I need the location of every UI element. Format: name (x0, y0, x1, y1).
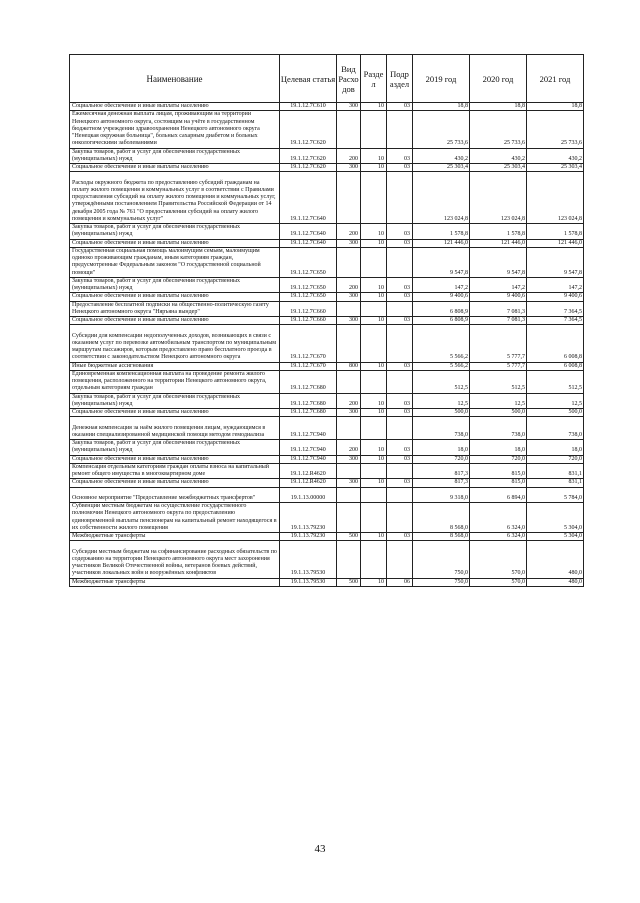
row-value-2020: 25 303,4 (470, 164, 527, 172)
row-value-2021: 25 303,4 (527, 164, 584, 172)
row-target: 19.1.12.R4620 (280, 479, 337, 487)
row-value-2019: 5 566,2 (413, 325, 470, 362)
row-target: 19.1.12.7С620 (280, 111, 337, 148)
row-value-2021: 12,5 (527, 393, 584, 409)
row-value-2020: 430,2 (470, 148, 527, 164)
table-row (70, 393, 584, 409)
table-row (70, 487, 584, 503)
row-name: Расходы окружного бюджета по предоставлению субсидий гражданам на оплату жилого помещения и коммунальных услуг в соответствии с Правилами предоставления субсидий на оплату жилого помещения и коммунальных услуг, утверждёнными постановлением Правительства Российской Федерации от 14 декабря 2005 года № 761 "О предоставлении субсидий на оплату жилого помещения и коммунальных услуг" (70, 172, 280, 224)
row-value-2020: 5 777,7 (470, 325, 527, 362)
row-kind: 200 (337, 224, 361, 240)
row-subsection: 03 (387, 277, 413, 293)
row-name: Социальное обеспечение и иные выплаты населению (70, 479, 280, 487)
row-value-2019: 750,0 (413, 578, 470, 586)
row-value-2021: 18,8 (527, 103, 584, 111)
header-2020: 2020 год (470, 55, 527, 103)
row-value-2020: 815,0 (470, 463, 527, 479)
row-value-2021: 7 364,5 (527, 317, 584, 325)
table-row (70, 301, 584, 317)
table-row (70, 325, 584, 362)
row-subsection: 03 (387, 164, 413, 172)
row-kind (337, 247, 361, 277)
table-row (70, 578, 584, 586)
page-number: 43 (314, 843, 326, 855)
row-section: 10 (361, 293, 387, 301)
row-value-2021: 9 400,6 (527, 293, 584, 301)
row-value-2019: 8 568,0 (413, 503, 470, 533)
row-kind: 200 (337, 393, 361, 409)
row-section (361, 503, 387, 533)
row-subsection: 03 (387, 293, 413, 301)
row-value-2020: 500,0 (470, 409, 527, 417)
row-value-2019: 18,8 (413, 103, 470, 111)
row-target: 19.1.12.7С940 (280, 455, 337, 463)
row-value-2019: 738,0 (413, 417, 470, 440)
row-kind (337, 370, 361, 393)
row-value-2019: 9 547,8 (413, 247, 470, 277)
row-section: 10 (361, 393, 387, 409)
row-kind (337, 325, 361, 362)
row-name: Социальное обеспечение и иные выплаты населению (70, 455, 280, 463)
row-value-2020: 6 324,0 (470, 533, 527, 541)
row-section: 10 (361, 409, 387, 417)
row-section (361, 370, 387, 393)
row-value-2021: 738,0 (527, 417, 584, 440)
row-subsection: 03 (387, 479, 413, 487)
row-kind (337, 172, 361, 224)
table-row (70, 533, 584, 541)
row-section (361, 247, 387, 277)
row-target: 19.1.12.7С650 (280, 247, 337, 277)
table-row (70, 362, 584, 370)
row-value-2021: 5 784,0 (527, 487, 584, 503)
row-kind: 800 (337, 362, 361, 370)
row-target: 19.1.12.7С610 (280, 103, 337, 111)
row-name: Межбюджетные трансферты (70, 533, 280, 541)
row-value-2020: 18,0 (470, 440, 527, 456)
table-row (70, 455, 584, 463)
table-row (70, 103, 584, 111)
table-row (70, 277, 584, 293)
table-row (70, 417, 584, 440)
row-subsection: 03 (387, 455, 413, 463)
row-section: 10 (361, 277, 387, 293)
row-subsection (387, 111, 413, 148)
row-kind (337, 301, 361, 317)
row-value-2019: 430,2 (413, 148, 470, 164)
row-subsection (387, 247, 413, 277)
row-name: Субсидии для компенсации недополученных доходов, возникающих в связи с оказанием услуг по перевозке автомобильным транспортом по муниципальным маршрутам пассажиров, которым предоставлено право бесплатного проезда в соответствии с законодательством Ненецкого автономного округа (70, 325, 280, 362)
row-value-2021: 5 304,0 (527, 503, 584, 533)
table-row (70, 440, 584, 456)
row-subsection (387, 541, 413, 578)
row-kind: 500 (337, 578, 361, 586)
row-value-2021: 1 578,8 (527, 224, 584, 240)
row-value-2021: 831,1 (527, 463, 584, 479)
row-name: Закупка товаров, работ и услуг для обеспечения государственных (муниципальных) нужд (70, 277, 280, 293)
row-value-2020: 9 400,6 (470, 293, 527, 301)
row-value-2019: 12,5 (413, 393, 470, 409)
row-target: 19.1.13.00000 (280, 487, 337, 503)
row-section: 10 (361, 317, 387, 325)
header-subsection: Подр аздел (387, 55, 413, 103)
row-value-2019: 121 446,0 (413, 239, 470, 247)
row-value-2020: 147,2 (470, 277, 527, 293)
row-value-2019: 817,3 (413, 479, 470, 487)
row-kind: 200 (337, 148, 361, 164)
row-value-2019: 18,0 (413, 440, 470, 456)
row-value-2020: 815,0 (470, 479, 527, 487)
header-2019: 2019 год (413, 55, 470, 103)
row-name: Закупка товаров, работ и услуг для обеспечения государственных (муниципальных) нужд (70, 148, 280, 164)
row-value-2020: 6 324,0 (470, 503, 527, 533)
row-target: 19.1.12.7С620 (280, 164, 337, 172)
table-row (70, 148, 584, 164)
row-name: Иные бюджетные ассигнования (70, 362, 280, 370)
row-name: Предоставление бесплатной подписки на общественно-политическую газету Ненецкого автономного округа "Няръяна вындер" (70, 301, 280, 317)
row-subsection: 03 (387, 440, 413, 456)
row-value-2021: 430,2 (527, 148, 584, 164)
row-kind: 200 (337, 440, 361, 456)
row-value-2021: 7 364,5 (527, 301, 584, 317)
row-subsection: 03 (387, 103, 413, 111)
row-kind (337, 503, 361, 533)
row-subsection (387, 172, 413, 224)
row-target: 19.1.12.R4620 (280, 463, 337, 479)
table-row (70, 164, 584, 172)
header-name: Наименование (70, 55, 280, 103)
row-target: 19.1.12.7С680 (280, 393, 337, 409)
row-section (361, 541, 387, 578)
row-target: 19.1.12.7С650 (280, 277, 337, 293)
row-subsection (387, 503, 413, 533)
row-kind (337, 463, 361, 479)
row-value-2020: 7 081,3 (470, 301, 527, 317)
row-target: 19.1.12.7С640 (280, 239, 337, 247)
row-target: 19.1.13.79530 (280, 541, 337, 578)
row-name: Социальное обеспечение и иные выплаты населению (70, 293, 280, 301)
row-value-2019: 750,0 (413, 541, 470, 578)
row-value-2021: 5 304,0 (527, 533, 584, 541)
row-subsection (387, 370, 413, 393)
table-row (70, 111, 584, 148)
row-section: 10 (361, 148, 387, 164)
row-name: Денежная компенсация за наём жилого помещения лицам, нуждающимся в оказании специализированной медицинской помощи методом гемодиализа (70, 417, 280, 440)
row-value-2020: 570,0 (470, 541, 527, 578)
row-target: 19.1.12.7С640 (280, 172, 337, 224)
row-target: 19.1.12.7С620 (280, 148, 337, 164)
row-kind: 300 (337, 164, 361, 172)
row-value-2019: 147,2 (413, 277, 470, 293)
row-name: Основное мероприятие "Предоставление межбюджетных трансфертов" (70, 487, 280, 503)
row-section: 10 (361, 479, 387, 487)
row-kind: 300 (337, 317, 361, 325)
table-row (70, 541, 584, 578)
table-row (70, 239, 584, 247)
row-subsection: 03 (387, 239, 413, 247)
row-value-2020: 121 446,0 (470, 239, 527, 247)
table-row (70, 224, 584, 240)
row-target: 19.1.12.7С680 (280, 409, 337, 417)
row-target: 19.1.12.7С650 (280, 293, 337, 301)
row-subsection: 03 (387, 224, 413, 240)
table-row (70, 479, 584, 487)
row-value-2019: 9 400,6 (413, 293, 470, 301)
row-value-2021: 480,0 (527, 578, 584, 586)
row-section (361, 487, 387, 503)
row-value-2019: 6 808,9 (413, 317, 470, 325)
row-value-2021: 25 733,6 (527, 111, 584, 148)
table-body (70, 103, 584, 587)
row-value-2019: 6 808,9 (413, 301, 470, 317)
row-subsection: 03 (387, 362, 413, 370)
row-target: 19.1.12.7С680 (280, 370, 337, 393)
row-subsection: 03 (387, 409, 413, 417)
row-value-2020: 12,5 (470, 393, 527, 409)
row-subsection: 03 (387, 317, 413, 325)
table-row (70, 409, 584, 417)
row-name: Социальное обеспечение и иные выплаты населению (70, 103, 280, 111)
row-target: 19.1.12.7С660 (280, 317, 337, 325)
row-name: Закупка товаров, работ и услуг для обеспечения государственных (муниципальных) нужд (70, 393, 280, 409)
row-value-2020: 738,0 (470, 417, 527, 440)
row-subsection: 06 (387, 578, 413, 586)
row-name: Социальное обеспечение и иные выплаты населению (70, 317, 280, 325)
row-section: 10 (361, 239, 387, 247)
row-target: 19.1.12.7С670 (280, 325, 337, 362)
row-value-2021: 121 446,0 (527, 239, 584, 247)
row-value-2020: 1 578,8 (470, 224, 527, 240)
row-value-2019: 9 318,0 (413, 487, 470, 503)
row-kind: 300 (337, 409, 361, 417)
table-row (70, 463, 584, 479)
row-value-2019: 817,3 (413, 463, 470, 479)
row-value-2020: 18,8 (470, 103, 527, 111)
row-section: 10 (361, 362, 387, 370)
row-name: Ежемесячная денежная выплата лицам, проживающим на территории Ненецкого автономного округа, состоящим на учёте в государственном бюджетном учреждении здравоохранения Ненецкого автономного округа "Ненецкая окружная больница", больных сахарным диабетом и больных онкологическими заболеваниями (70, 111, 280, 148)
row-name: Закупка товаров, работ и услуг для обеспечения государственных (муниципальных) нужд (70, 440, 280, 456)
row-value-2021: 831,1 (527, 479, 584, 487)
row-kind: 300 (337, 455, 361, 463)
row-value-2021: 6 008,8 (527, 362, 584, 370)
row-kind (337, 541, 361, 578)
row-value-2021: 512,5 (527, 370, 584, 393)
row-target: 19.1.12.7С670 (280, 362, 337, 370)
row-value-2021: 18,0 (527, 440, 584, 456)
row-value-2021: 480,0 (527, 541, 584, 578)
row-value-2019: 8 568,0 (413, 533, 470, 541)
row-value-2020: 7 081,3 (470, 317, 527, 325)
row-name: Закупка товаров, работ и услуг для обеспечения государственных (муниципальных) нужд (70, 224, 280, 240)
row-section: 10 (361, 164, 387, 172)
row-subsection (387, 463, 413, 479)
row-value-2021: 6 008,8 (527, 325, 584, 362)
row-section: 10 (361, 533, 387, 541)
row-kind (337, 111, 361, 148)
row-value-2020: 6 894,0 (470, 487, 527, 503)
row-value-2020: 5 777,7 (470, 362, 527, 370)
row-section (361, 417, 387, 440)
row-name: Государственная социальная помощь малоимущим семьям, малоимущим одиноко проживающим гражданам, иным категориям граждан, предусмотренные Федеральным законом "О государственной социальной помощи" (70, 247, 280, 277)
row-subsection (387, 325, 413, 362)
row-value-2021: 720,0 (527, 455, 584, 463)
row-section: 10 (361, 224, 387, 240)
row-kind: 300 (337, 103, 361, 111)
row-kind: 300 (337, 239, 361, 247)
row-kind (337, 417, 361, 440)
row-target: 19.1.12.7С940 (280, 440, 337, 456)
row-value-2019: 123 024,8 (413, 172, 470, 224)
table-row (70, 172, 584, 224)
row-name: Субсидии местным бюджетам на софинансирование расходных обязательств по содержанию на территории Ненецкого автономного округа мест захоронения участников Великой Отечественной войны, ветеранов боевых действий, участников локальных войн и вооружённых конфликтов (70, 541, 280, 578)
row-section: 10 (361, 455, 387, 463)
row-name: Межбюджетные трансферты (70, 578, 280, 586)
row-value-2019: 500,0 (413, 409, 470, 417)
row-subsection: 03 (387, 533, 413, 541)
row-kind: 300 (337, 293, 361, 301)
row-target: 19.1.13.79230 (280, 533, 337, 541)
row-kind: 200 (337, 277, 361, 293)
header-2021: 2021 год (527, 55, 584, 103)
table-row (70, 317, 584, 325)
row-target: 19.1.12.7С940 (280, 417, 337, 440)
row-name: Компенсация отдельным категориям граждан оплаты взноса на капитальный ремонт общего имущества в многоквартирном доме (70, 463, 280, 479)
row-value-2019: 1 578,8 (413, 224, 470, 240)
row-subsection (387, 301, 413, 317)
row-section (361, 111, 387, 148)
row-target: 19.1.12.7С640 (280, 224, 337, 240)
table-row (70, 247, 584, 277)
row-value-2019: 25 733,6 (413, 111, 470, 148)
table-header-row (70, 55, 584, 103)
row-value-2020: 9 547,8 (470, 247, 527, 277)
row-section: 10 (361, 103, 387, 111)
row-section: 10 (361, 578, 387, 586)
header-kind: Вид Расхо дов (337, 55, 361, 103)
row-value-2020: 720,0 (470, 455, 527, 463)
row-section (361, 463, 387, 479)
row-section (361, 301, 387, 317)
header-target: Целевая статья (280, 55, 337, 103)
row-name: Субвенции местным бюджетам на осуществление государственного полномочия Ненецкого автономного округа по предоставлению единовременной выплаты пенсионерам на капитальный ремонт находящегося в их собственности жилого помещения (70, 503, 280, 533)
row-section: 10 (361, 440, 387, 456)
row-name: Социальное обеспечение и иные выплаты населению (70, 239, 280, 247)
row-target: 19.1.13.79530 (280, 578, 337, 586)
row-subsection (387, 417, 413, 440)
budget-table (69, 54, 584, 587)
row-subsection: 03 (387, 393, 413, 409)
row-name: Социальное обеспечение и иные выплаты населению (70, 164, 280, 172)
row-value-2020: 25 733,6 (470, 111, 527, 148)
row-target: 19.1.12.7С660 (280, 301, 337, 317)
row-kind: 300 (337, 479, 361, 487)
row-name: Единовременная компенсационная выплата на проведение ремонта жилого помещения, расположенного на территории Ненецкого автономного округа, отдельным категориям граждан (70, 370, 280, 393)
row-name: Социальное обеспечение и иные выплаты населению (70, 409, 280, 417)
table-row (70, 293, 584, 301)
row-value-2020: 123 024,8 (470, 172, 527, 224)
header-section: Разде л (361, 55, 387, 103)
row-subsection (387, 487, 413, 503)
table-row (70, 503, 584, 533)
row-value-2019: 25 303,4 (413, 164, 470, 172)
row-value-2021: 123 024,8 (527, 172, 584, 224)
row-value-2020: 570,0 (470, 578, 527, 586)
row-value-2019: 720,0 (413, 455, 470, 463)
row-target: 19.1.13.79230 (280, 503, 337, 533)
row-kind (337, 487, 361, 503)
row-value-2021: 9 547,8 (527, 247, 584, 277)
table-row (70, 370, 584, 393)
row-value-2020: 512,5 (470, 370, 527, 393)
row-subsection: 03 (387, 148, 413, 164)
row-value-2019: 5 566,2 (413, 362, 470, 370)
row-section (361, 172, 387, 224)
row-value-2021: 147,2 (527, 277, 584, 293)
row-value-2021: 500,0 (527, 409, 584, 417)
row-value-2019: 512,5 (413, 370, 470, 393)
row-section (361, 325, 387, 362)
row-kind: 500 (337, 533, 361, 541)
